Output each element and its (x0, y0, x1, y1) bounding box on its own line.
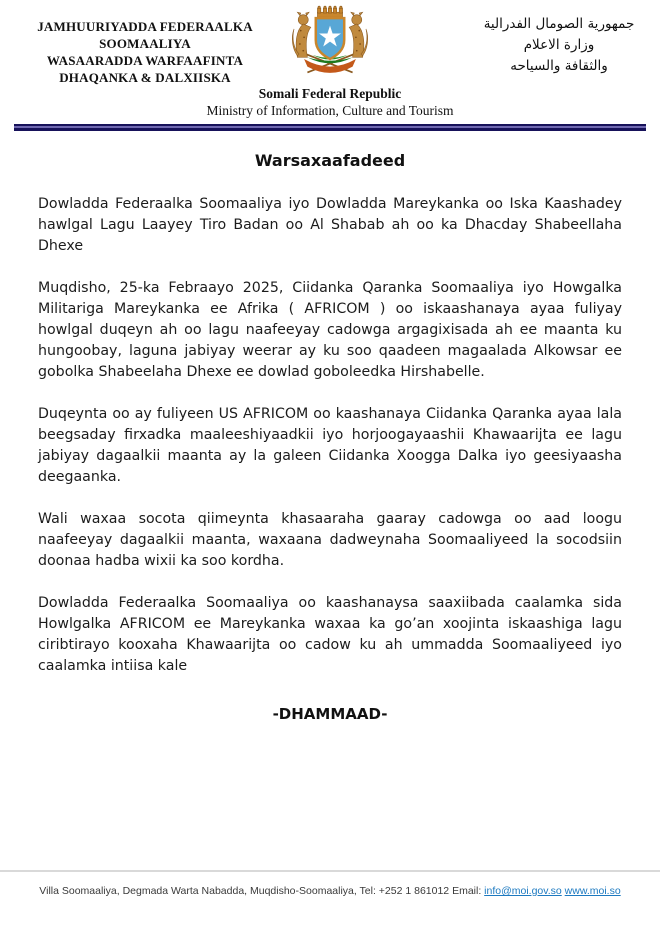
document-title: Warsaxaafadeed (254, 151, 406, 170)
arabic-line: والثقافة والسياحه (510, 58, 608, 74)
ministry-name-english: Ministry of Information, Culture and Tourism (206, 103, 454, 118)
website-link[interactable]: www.moi.so (564, 885, 621, 897)
body-paragraph: Wali waxaa socota qiimeynta khasaaraha gaaray cadowga oo aad loogu naafeeyay dagaalkii maanta, waxaana dadweynaha Soomaaliyeed la socodsiin doonaa hadba wixii ka soo kordha. (38, 511, 622, 569)
footer-address: Villa Soomaaliya, Degmada Warta Nabadda, Muqdisho-Soomaaliya, Tel: +252 1 861012 Email: (39, 885, 485, 897)
document-header (0, 0, 660, 124)
document-body (0, 170, 660, 723)
email-link[interactable]: info@moi.gov.so (484, 885, 562, 897)
org-line: JAMHUURIYADDA FEDERAALKA (37, 19, 253, 34)
end-mark: -DHAMMAAD- (272, 705, 388, 723)
ministry-name-arabic (464, 14, 654, 77)
ministry-caption (0, 86, 660, 119)
arabic-line: وزارة الاعلام (523, 37, 595, 53)
org-line: SOOMAALIYA (99, 36, 191, 51)
ministry-name-somali (34, 18, 256, 86)
document-footer (0, 870, 660, 934)
body-paragraph: Duqeynta oo ay fuliyeen US AFRICOM oo kaashanaya Ciidanka Qaranka ayaa lala beegsaday firxadka maaleeshiyaadkii iyo horjoogayaashii Khawaarijta ee lagu jabiyay dagaalkii maanta ay la galeen Ciidanka Xoogga Dalka iyo geesiyaasha deegaanka. (38, 406, 622, 485)
header-divider (14, 124, 646, 131)
org-line: WASAARADDA WARFAAFINTA (46, 53, 244, 68)
arabic-line: جمهورية الصومال الفدرالية (483, 16, 635, 32)
footer-contact-line (0, 884, 660, 934)
org-line: DHAQANKA & DALXIISKA (59, 70, 231, 85)
footer-divider (0, 870, 660, 872)
somalia-coat-of-arms-icon (284, 4, 376, 84)
body-paragraph: Dowladda Federaalka Soomaaliya oo kaashanaysa saaxiibada caalamka sida Howlgalka AFRICOM ee Mareykanka waxaa ka go’an xoojinta iskaashiga lagu ciribtirayo kooxaha Khawaarijta oo cadow ku ah ummadda Soomaaliyeed iyo caalamka intiisa kale (38, 595, 622, 674)
body-paragraph: Dowladda Federaalka Soomaaliya iyo Dowladda Mareykanka oo Iska Kaashadey hawlgal Lagu Laayey Tiro Badan oo Al Shabab ah oo ka Dhacday Shabeellaha Dhexe (38, 196, 622, 254)
body-paragraph: Muqdisho, 25-ka Febraayo 2025, Ciidanka Qaranka Soomaaliya iyo Howgalka Militariga Mareykanka ee Afrika ( AFRICOM ) oo iskaashanaya ayaa fuliyay howlgal duqeyn ah oo lagu naafeeyay cadowga argagixisada ah ee maanta ku hungoobay, laguna jabiyay weerar ay ku soo qaadeen magaalada Alkowsar ee gobolka Shabeelaha Dhexe ee dowlad goboleedka Hirshabelle. (38, 280, 622, 380)
republic-name: Somali Federal Republic (258, 86, 402, 101)
